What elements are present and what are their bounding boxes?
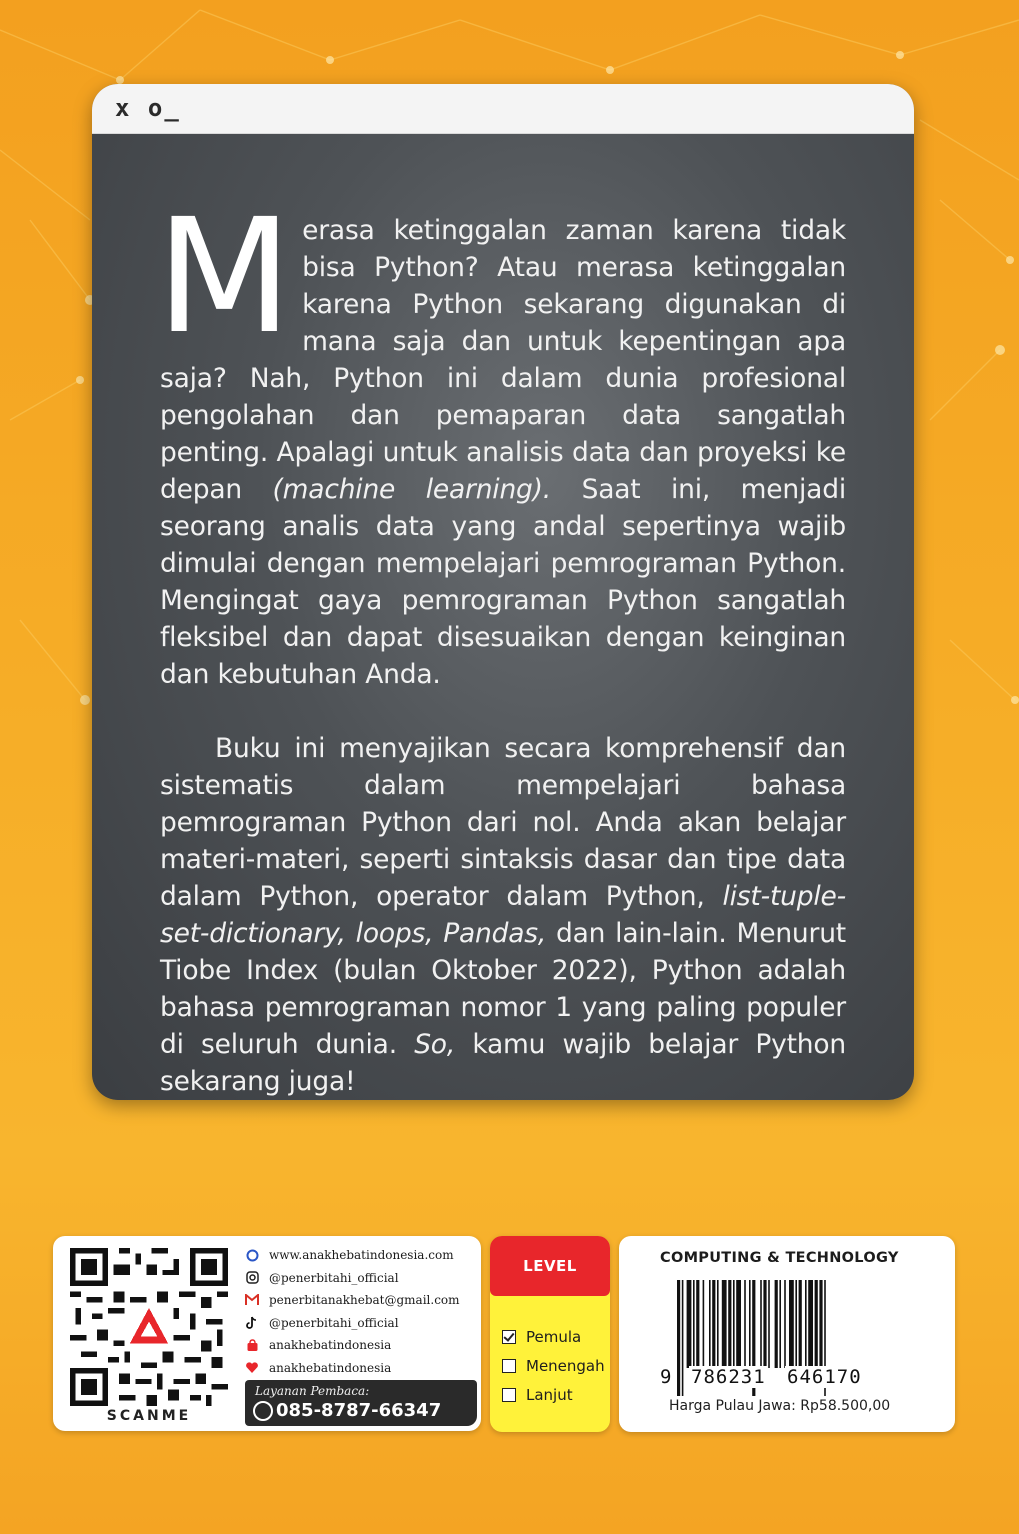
barcode-bar <box>722 1280 727 1368</box>
level-title: LEVEL <box>490 1236 610 1296</box>
contact-shop-2[interactable]: anakhebatindonesia <box>245 1357 475 1380</box>
barcode-bar <box>709 1280 711 1368</box>
service-label: Layanan Pembaca: <box>255 1384 370 1398</box>
window-controls: x o_ <box>115 94 181 122</box>
shop-icon <box>245 1338 259 1352</box>
qr-code[interactable] <box>70 1248 228 1406</box>
checkbox-icon[interactable] <box>502 1388 516 1402</box>
barcode-bar <box>763 1280 766 1368</box>
barcode-bar <box>808 1280 813 1368</box>
barcode-bar <box>795 1280 797 1368</box>
checkbox-checked-icon[interactable] <box>502 1330 516 1344</box>
barcode-bar <box>784 1280 786 1368</box>
description-text <box>156 185 846 1100</box>
heart-shop-icon <box>245 1361 259 1375</box>
barcode-bar <box>789 1280 794 1368</box>
reader-service-box <box>245 1380 477 1426</box>
barcode-bar <box>799 1280 802 1368</box>
barcode-bar <box>712 1280 715 1368</box>
drop-cap: M <box>156 185 293 369</box>
barcode-bar <box>779 1280 781 1368</box>
contact-card <box>53 1236 481 1431</box>
barcode-bar <box>736 1280 741 1368</box>
paragraph-2: Buku ini menyajikan secara komprehensif dan sistematis dalam mempelajari bahasa pemrograman Python dari nol. Anda akan belajar materi-materi, seperti sintaksis dasar dan tipe data dalam Python, operator dalam Python, list-tuple-set-dictionary, loops, Pandas, dan lain-lain. Menurut Tiobe Index (bulan Oktober 2022), Python adalah bahasa pemrograman nomor 1 yang paling populer di seluruh dunia. So, kamu wajib belajar Python sekarang juga! <box>160 733 846 1097</box>
level-option-menengah[interactable]: Menengah <box>502 1351 605 1380</box>
whatsapp-icon <box>253 1401 273 1421</box>
barcode-bar <box>819 1280 822 1368</box>
barcode-bar <box>728 1280 731 1368</box>
level-card <box>490 1236 610 1432</box>
level-option-pemula[interactable]: Pemula <box>502 1322 605 1351</box>
barcode-bar <box>805 1280 807 1368</box>
barcode-bar <box>815 1280 818 1368</box>
barcode-bar <box>687 1280 692 1368</box>
barcode-bar <box>717 1280 719 1368</box>
barcode-bar <box>733 1280 735 1368</box>
tiktok-icon <box>245 1316 259 1330</box>
barcode-card <box>619 1236 955 1432</box>
contact-shop[interactable]: anakhebatindonesia <box>245 1334 475 1357</box>
scanme-label: SCANME <box>106 1408 192 1424</box>
isbn-number: 9 786231 646170 <box>660 1366 862 1388</box>
barcode-bar <box>703 1280 705 1368</box>
barcode-bar <box>775 1280 778 1368</box>
checkbox-icon[interactable] <box>502 1359 516 1373</box>
service-phone[interactable]: 085-8787-66347 <box>253 1400 441 1421</box>
window-title-bar <box>92 84 914 134</box>
category-label: COMPUTING & TECHNOLOGY <box>660 1250 899 1266</box>
contact-website[interactable]: www.anakhebatindonesia.com <box>245 1244 475 1267</box>
barcode-bar <box>696 1280 699 1368</box>
price-label: Harga Pulau Jawa: Rp58.500,00 <box>669 1398 891 1414</box>
barcode-bar <box>744 1280 746 1368</box>
barcode-bar <box>749 1280 751 1368</box>
barcode-bar <box>768 1280 770 1368</box>
contact-tiktok[interactable]: @penerbitahi_official <box>245 1312 475 1335</box>
barcode-bar <box>760 1280 762 1368</box>
instagram-icon <box>245 1271 259 1285</box>
contact-email[interactable]: penerbitanakhebat@gmail.com <box>245 1289 475 1312</box>
gmail-icon <box>245 1293 259 1307</box>
level-option-lanjut[interactable]: Lanjut <box>502 1380 605 1409</box>
contact-list <box>245 1244 475 1379</box>
description-window <box>92 84 914 1100</box>
level-options <box>502 1322 605 1409</box>
globe-icon <box>245 1248 259 1262</box>
paragraph-1: Merasa ketinggalan zaman karena tidak bisa Python? Atau merasa ketinggalan karena Python sekarang digunakan di mana saja dan untuk kepentingan apa saja? Nah, Python ini dalam dunia profesional pengolahan dan pemaparan data sangatlah penting. Apalagi untuk analisis data dan proyeksi ke depan (machine learning). Saat ini, menjadi seorang analis data yang andal sepertinya wajib dimulai dengan mempelajari pemrograman Python. Mengingat gaya pemrograman Python sangatlah fleksibel dan dapat disesuaikan dengan keinginan dan kebutuhan Anda. <box>156 185 846 690</box>
contact-instagram[interactable]: @penerbitahi_official <box>245 1267 475 1290</box>
barcode-bar <box>693 1280 695 1368</box>
